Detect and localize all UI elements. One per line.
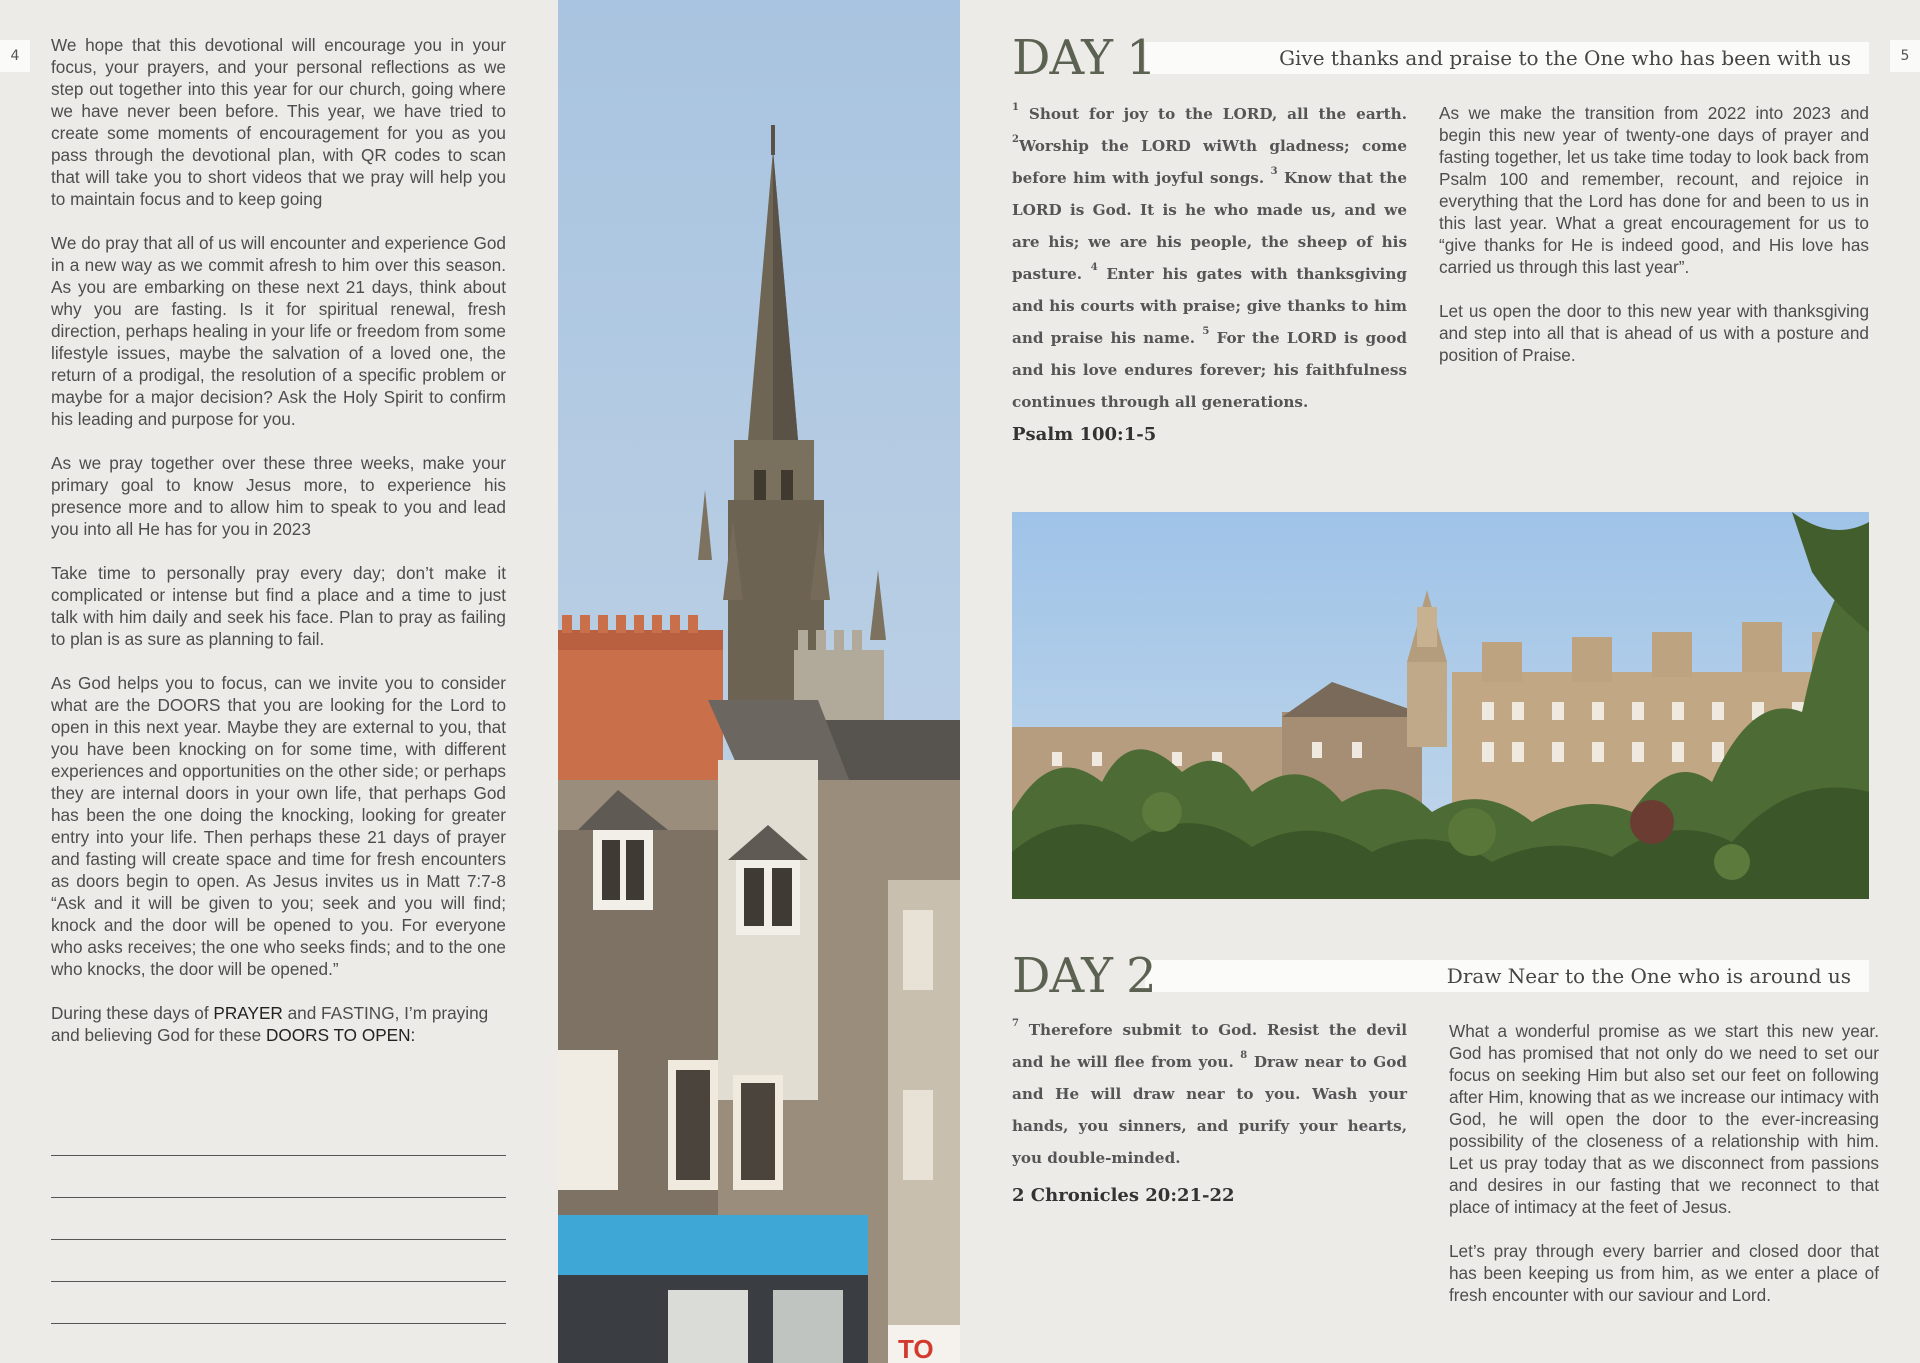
reflection-paragraph: What a wonderful promise as we start this new year. God has promised that not only do we need to set our focus on seeking Him but also set our feet on following after Him, knowing that as we increase our intimacy with God, he will open the door to the ever-increasing possibility of the closeness of a relationship with him. Let us pray today that as we disconnect from passions and desires in our fasting that we reconnect to that place of intimacy at the feet of Jesus. bbox=[1449, 1021, 1879, 1217]
intro-paragraph: We do pray that all of us will encounter and experience God in a new way as we commit afresh to him over this season. As you are embarking on these next 21 days, think about why you are fasting. Is it for spiritual renewal, fresh direction, perhaps healing in your life or freedom from some lifestyle issues, maybe the salvation of a loved one, the return of a prodigal, the resolution of a specific problem or maybe for a major decision? Ask the Holy Spirit to confirm his leading and purpose for you. bbox=[51, 233, 506, 429]
writing-line[interactable] bbox=[51, 1155, 506, 1156]
verse-text: Know that the LORD is God. It is he who made us, and we are his; we are his people, the sheep of his pasture. bbox=[1012, 169, 1408, 283]
verse-text: Draw near to God and He will draw near to you. Wash your hands, you sinners, and purify your hearts, you double-minded. bbox=[1012, 1053, 1407, 1167]
verse-number: 2 bbox=[1012, 134, 1019, 145]
day1-header bbox=[1012, 32, 1869, 84]
street-photo bbox=[558, 0, 960, 1363]
verse-number: 1 bbox=[1012, 102, 1019, 113]
verse-number: 5 bbox=[1202, 326, 1210, 337]
day2-header bbox=[1012, 950, 1869, 1002]
shop-sign-text: TO bbox=[898, 1334, 934, 1363]
intro-paragraph: We hope that this devotional will encourage you in your focus, your prayers, and your personal reflections as we step out together into this year for our church, going where we have never been before. This year, we have tried to create some moments of encouragement for you as you pass through the devotional plan, with QR codes to scan that will take you to short videos that we pray will help you to maintain focus and to keep going bbox=[51, 35, 506, 209]
verse-text: For the LORD is good and his love endures forever; his faithfulness continues through all generations. bbox=[1012, 329, 1407, 411]
day1-scripture bbox=[1012, 98, 1407, 418]
writing-line[interactable] bbox=[51, 1323, 506, 1324]
writing-line[interactable] bbox=[51, 1281, 506, 1282]
day2-scripture bbox=[1012, 1014, 1407, 1174]
verse-number: 4 bbox=[1090, 262, 1098, 273]
verse-number: 7 bbox=[1012, 1018, 1019, 1029]
day2-reference: 2 Chronicles 20:21-22 bbox=[1012, 1185, 1235, 1206]
buildings-photo bbox=[1012, 512, 1869, 899]
verse-number: 3 bbox=[1270, 166, 1278, 177]
intro-paragraph: Take time to personally pray every day; don’t make it complicated or intense but find a place and a time to just talk with him daily and seek his face. Plan to pray as failing to plan is as sure as planning to fail. bbox=[51, 563, 506, 649]
page-number-right: 5 bbox=[1890, 40, 1920, 72]
day2-reflection bbox=[1449, 1020, 1879, 1328]
reflection-paragraph: Let us open the door to this new year with thanksgiving and step into all that is ahead of us with a posture and position of Praise. bbox=[1439, 301, 1869, 365]
day2-label: DAY 2 bbox=[1012, 948, 1156, 1004]
verse-number: 8 bbox=[1240, 1050, 1248, 1061]
doors-prompt: During these days of PRAYER and FASTING, I’m praying and believing God for these DOORS TO OPEN: bbox=[51, 1003, 489, 1045]
day1-reflection bbox=[1439, 102, 1869, 388]
writing-line[interactable] bbox=[51, 1197, 506, 1198]
intro-paragraph: As we pray together over these three weeks, make your primary goal to know Jesus more, to experience his presence more and to allow him to speak to you and lead you into all He has for you in 2023 bbox=[51, 453, 506, 539]
intro-paragraph: As God helps you to focus, can we invite you to consider what are the DOORS that you are looking for the Lord to open in this next year. Maybe they are external to you, that you have been knocking on for some time, with different experiences and opportunities on the other side; or perhaps they are internal doors in your own life, that perhaps God has been the one doing the knocking, looking for greater entry into your life. Then perhaps these 21 days of prayer and fasting will create space and time for fresh encounters as doors begin to open. As Jesus invites us in Matt 7:7-8 “Ask and it will be given to you; seek and you will find; knock and the door will be opened to you. For everyone who asks receives; the one who seeks finds; and to the one who knocks, the door will be opened.” bbox=[51, 673, 506, 979]
day1-label: DAY 1 bbox=[1012, 30, 1156, 86]
verse-text: Worship the LORD wiWth gladness; come before him with joyful songs. bbox=[1012, 137, 1407, 187]
verse-text: Enter his gates with thanksgiving and his courts with praise; give thanks to him and praise his name. bbox=[1012, 265, 1407, 347]
day1-title: Give thanks and praise to the One who has been with us bbox=[1279, 46, 1851, 70]
reflection-paragraph: Let’s pray through every barrier and closed door that has been keeping us from him, as we enter a place of fresh encounter with our saviour and Lord. bbox=[1449, 1241, 1879, 1305]
day2-title: Draw Near to the One who is around us bbox=[1446, 964, 1851, 988]
day1-reference: Psalm 100:1-5 bbox=[1012, 424, 1157, 445]
verse-text: Therefore submit to God. Resist the devil and he will flee from you. bbox=[1012, 1021, 1407, 1071]
reflection-paragraph: As we make the transition from 2022 into 2023 and begin this new year of twenty-one days of prayer and fasting together, let us take time today to look back from Psalm 100 and remember, recount, and rejoice in everything that the Lord has done for and been to us in this last year. What a great encouragement for us to “give thanks for He is indeed good, and His love has carried us through this last year”. bbox=[1439, 103, 1869, 277]
intro-text bbox=[51, 34, 506, 1068]
verse-text: Shout for joy to the LORD, all the earth. bbox=[1028, 105, 1408, 123]
page-number-left: 4 bbox=[0, 40, 30, 72]
writing-line[interactable] bbox=[51, 1239, 506, 1240]
